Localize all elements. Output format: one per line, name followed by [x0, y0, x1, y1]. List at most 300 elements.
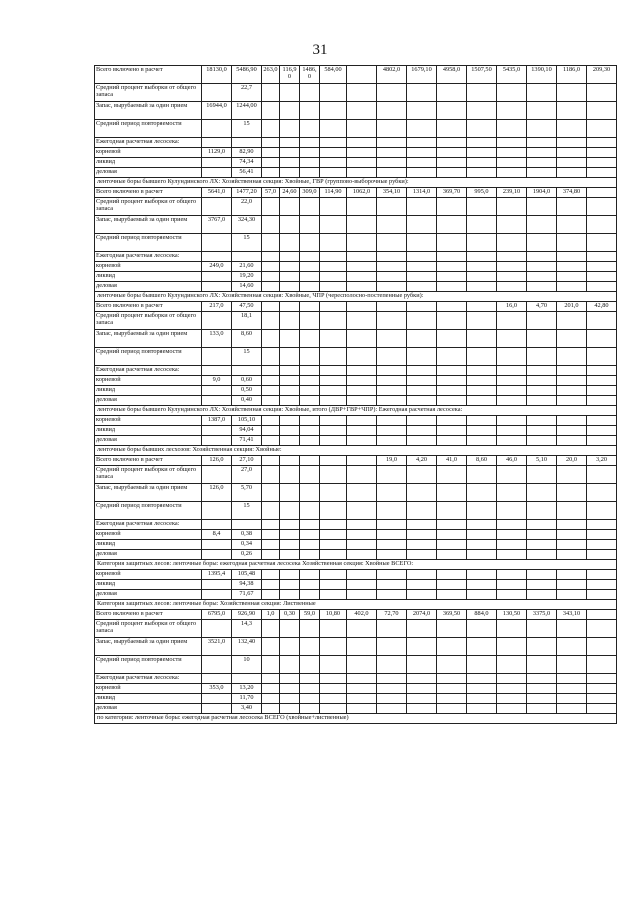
table-row — [95, 366, 617, 376]
table-cell — [280, 436, 300, 446]
table-cell — [347, 120, 377, 138]
table-row — [95, 66, 617, 84]
table-cell — [437, 540, 467, 550]
table-cell — [467, 120, 497, 138]
table-cell — [300, 656, 320, 674]
table-cell — [280, 656, 300, 674]
table-cell — [300, 674, 320, 684]
table-cell: 15 — [232, 348, 262, 366]
section-header: по категории: ленточные боры: ежегодная расчетная лесосека ВСЕГО (хвойные+лиственные) — [95, 714, 617, 724]
table-cell — [300, 330, 320, 348]
row-label: Средний период повторяемости — [95, 656, 202, 674]
table-cell: 18,1 — [232, 312, 262, 330]
table-cell: 209,30 — [587, 66, 617, 84]
table-cell — [320, 540, 347, 550]
table-cell — [262, 704, 280, 714]
table-cell — [467, 282, 497, 292]
table-cell: 926,90 — [232, 610, 262, 620]
table-cell — [587, 262, 617, 272]
table-cell — [320, 704, 347, 714]
table-cell — [437, 272, 467, 282]
table-cell — [437, 84, 467, 102]
section-header-row — [95, 406, 617, 416]
table-cell: 5435,0 — [497, 66, 527, 84]
table-cell — [497, 656, 527, 674]
table-cell — [587, 102, 617, 120]
table-cell — [202, 348, 232, 366]
table-cell: 105,10 — [232, 416, 262, 426]
table-cell — [557, 426, 587, 436]
table-cell — [347, 590, 377, 600]
table-cell — [587, 704, 617, 714]
row-label: ликвид — [95, 272, 202, 282]
table-cell — [300, 386, 320, 396]
table-cell: 10 — [232, 656, 262, 674]
table-cell: 6795,0 — [202, 610, 232, 620]
table-cell — [527, 530, 557, 540]
table-cell — [497, 638, 527, 656]
table-row — [95, 188, 617, 198]
row-label: Средний процент выборки от общего запаса — [95, 620, 202, 638]
section-header-row — [95, 714, 617, 724]
table-cell — [347, 426, 377, 436]
table-cell — [320, 466, 347, 484]
table-cell — [497, 694, 527, 704]
table-cell — [467, 466, 497, 484]
table-cell — [347, 158, 377, 168]
row-label: Всего включено в расчет — [95, 66, 202, 84]
table-cell — [587, 282, 617, 292]
table-cell — [557, 198, 587, 216]
table-cell — [280, 158, 300, 168]
table-cell — [437, 396, 467, 406]
table-cell — [320, 590, 347, 600]
table-cell — [262, 396, 280, 406]
table-cell — [300, 436, 320, 446]
table-cell — [320, 272, 347, 282]
row-label: Ежегодная расчетная лесосека: — [95, 674, 202, 684]
table-cell — [497, 580, 527, 590]
table-cell — [320, 282, 347, 292]
table-cell — [437, 158, 467, 168]
table-cell — [280, 426, 300, 436]
table-cell — [407, 348, 437, 366]
table-cell: 132,40 — [232, 638, 262, 656]
table-cell — [347, 416, 377, 426]
table-cell — [262, 302, 280, 312]
table-cell — [467, 674, 497, 684]
table-row — [95, 530, 617, 540]
table-cell — [527, 520, 557, 530]
table-cell — [262, 520, 280, 530]
table-cell — [320, 366, 347, 376]
table-cell — [467, 502, 497, 520]
table-cell — [557, 386, 587, 396]
table-cell — [280, 580, 300, 590]
row-label: Всего включено в расчет — [95, 456, 202, 466]
table-cell — [280, 138, 300, 148]
table-cell — [407, 674, 437, 684]
table-cell — [497, 484, 527, 502]
table-cell — [437, 704, 467, 714]
table-cell: 9,0 — [202, 376, 232, 386]
table-cell — [467, 348, 497, 366]
table-cell — [437, 550, 467, 560]
table-cell — [320, 436, 347, 446]
table-cell — [407, 330, 437, 348]
table-cell — [377, 120, 407, 138]
table-cell — [407, 436, 437, 446]
table-cell — [347, 168, 377, 178]
table-cell — [202, 520, 232, 530]
table-cell — [202, 158, 232, 168]
table-cell — [407, 102, 437, 120]
table-cell — [497, 282, 527, 292]
table-cell — [202, 674, 232, 684]
row-label: Запас, вырубаемый за один прием — [95, 484, 202, 502]
table-cell — [527, 216, 557, 234]
table-cell — [437, 638, 467, 656]
table-cell — [262, 456, 280, 466]
table-row — [95, 262, 617, 272]
table-cell — [347, 366, 377, 376]
table-cell — [557, 580, 587, 590]
table-cell — [202, 694, 232, 704]
table-row — [95, 348, 617, 366]
table-cell — [587, 84, 617, 102]
row-label: Ежегодная расчетная лесосека: — [95, 138, 202, 148]
table-cell — [280, 262, 300, 272]
table-cell — [320, 570, 347, 580]
table-cell: 16,0 — [497, 302, 527, 312]
table-row — [95, 302, 617, 312]
table-cell — [377, 168, 407, 178]
table-cell — [280, 502, 300, 520]
table-cell — [467, 252, 497, 262]
table-cell — [262, 436, 280, 446]
table-cell — [202, 138, 232, 148]
table-cell — [262, 530, 280, 540]
table-cell — [587, 376, 617, 386]
table-cell — [527, 262, 557, 272]
table-cell — [407, 550, 437, 560]
table-cell — [377, 684, 407, 694]
table-cell — [557, 638, 587, 656]
table-cell: 263,0 — [262, 66, 280, 84]
table-cell: 27,0 — [232, 466, 262, 484]
table-cell — [280, 638, 300, 656]
table-cell — [300, 502, 320, 520]
row-label: корневой — [95, 684, 202, 694]
table-cell — [527, 638, 557, 656]
table-cell — [527, 484, 557, 502]
row-label: Запас, вырубаемый за один прием — [95, 216, 202, 234]
table-cell — [262, 416, 280, 426]
table-cell — [262, 694, 280, 704]
table-cell — [467, 416, 497, 426]
table-cell — [202, 580, 232, 590]
table-cell: 10,80 — [320, 610, 347, 620]
table-cell — [300, 348, 320, 366]
table-cell — [280, 302, 300, 312]
table-row — [95, 84, 617, 102]
table-cell — [467, 302, 497, 312]
table-cell — [587, 366, 617, 376]
table-cell — [497, 84, 527, 102]
table-cell — [437, 120, 467, 138]
table-cell: 995,0 — [467, 188, 497, 198]
table-row — [95, 466, 617, 484]
row-label: деловая — [95, 168, 202, 178]
table-cell: 309,0 — [300, 188, 320, 198]
table-cell — [377, 704, 407, 714]
table-cell — [467, 520, 497, 530]
table-cell — [320, 168, 347, 178]
table-cell — [497, 216, 527, 234]
table-cell — [557, 262, 587, 272]
table-cell: 0,50 — [232, 386, 262, 396]
table-cell — [557, 674, 587, 684]
table-cell — [497, 502, 527, 520]
table-cell — [407, 656, 437, 674]
table-cell: 19,0 — [377, 456, 407, 466]
table-cell — [320, 656, 347, 674]
table-cell — [262, 620, 280, 638]
table-cell — [497, 520, 527, 530]
row-label: Средний период повторяемости — [95, 502, 202, 520]
table-cell: 72,70 — [377, 610, 407, 620]
table-cell: 5,70 — [232, 484, 262, 502]
table-cell — [202, 426, 232, 436]
table-cell — [280, 396, 300, 406]
table-cell — [407, 520, 437, 530]
table-cell — [320, 138, 347, 148]
table-cell — [527, 282, 557, 292]
table-cell — [407, 638, 437, 656]
table-cell: 71,67 — [232, 590, 262, 600]
table-cell — [407, 376, 437, 386]
table-cell — [262, 550, 280, 560]
table-cell — [347, 282, 377, 292]
section-header: Категория защитных лесов: ленточные боры: ежегодная расчетная лесосека Хозяйственная секция: Хвойные ВСЕГО: — [95, 560, 617, 570]
table-cell — [467, 436, 497, 446]
table-cell — [557, 348, 587, 366]
table-cell — [557, 550, 587, 560]
row-label: Средний период повторяемости — [95, 234, 202, 252]
table-cell — [347, 674, 377, 684]
table-cell — [377, 656, 407, 674]
table-cell — [347, 520, 377, 530]
table-cell: 2074,0 — [407, 610, 437, 620]
table-cell — [300, 570, 320, 580]
table-cell — [320, 376, 347, 386]
table-cell: 74,34 — [232, 158, 262, 168]
table-cell — [280, 252, 300, 262]
table-cell — [377, 302, 407, 312]
table-cell — [262, 216, 280, 234]
table-cell — [300, 168, 320, 178]
table-cell — [262, 84, 280, 102]
table-cell: 42,80 — [587, 302, 617, 312]
table-cell — [347, 198, 377, 216]
table-cell — [232, 520, 262, 530]
table-cell — [587, 590, 617, 600]
table-cell — [202, 272, 232, 282]
table-cell — [347, 234, 377, 252]
table-cell — [280, 704, 300, 714]
table-row — [95, 252, 617, 262]
table-cell — [587, 272, 617, 282]
table-cell: 343,10 — [557, 610, 587, 620]
table-cell: 354,10 — [377, 188, 407, 198]
table-cell — [377, 148, 407, 158]
table-cell: 126,0 — [202, 456, 232, 466]
table-cell — [300, 694, 320, 704]
table-cell — [347, 302, 377, 312]
table-cell — [377, 426, 407, 436]
table-cell — [497, 426, 527, 436]
table-cell — [437, 620, 467, 638]
table-cell — [347, 252, 377, 262]
table-cell: 5,10 — [527, 456, 557, 466]
table-cell — [437, 262, 467, 272]
table-cell — [407, 216, 437, 234]
row-label: ликвид — [95, 158, 202, 168]
table-cell — [320, 348, 347, 366]
table-cell — [320, 148, 347, 158]
table-cell — [347, 330, 377, 348]
table-row — [95, 540, 617, 550]
table-cell — [527, 436, 557, 446]
table-cell — [587, 120, 617, 138]
table-row — [95, 198, 617, 216]
table-cell — [497, 466, 527, 484]
table-cell — [407, 272, 437, 282]
table-cell — [280, 570, 300, 580]
section-header: ленточные боры бывших лесхозов: Хозяйственная секция: Хвойные: — [95, 446, 617, 456]
table-cell — [557, 282, 587, 292]
table-cell — [437, 330, 467, 348]
table-cell — [320, 330, 347, 348]
table-cell: 884,0 — [467, 610, 497, 620]
table-cell — [280, 466, 300, 484]
table-cell — [320, 302, 347, 312]
table-cell — [300, 426, 320, 436]
table-cell — [557, 502, 587, 520]
table-cell — [437, 386, 467, 396]
table-cell: 0,38 — [232, 530, 262, 540]
table-cell: 374,80 — [557, 188, 587, 198]
table-row — [95, 330, 617, 348]
table-row — [95, 694, 617, 704]
row-label: деловая — [95, 590, 202, 600]
table-cell — [280, 102, 300, 120]
table-cell — [280, 84, 300, 102]
table-cell — [377, 366, 407, 376]
table-cell — [437, 674, 467, 684]
table-cell — [377, 530, 407, 540]
table-cell — [557, 590, 587, 600]
table-cell — [527, 694, 557, 704]
table-cell — [437, 376, 467, 386]
table-cell: 3767,0 — [202, 216, 232, 234]
table-cell: 0,26 — [232, 550, 262, 560]
table-cell — [300, 312, 320, 330]
table-cell — [467, 540, 497, 550]
table-cell: 94,38 — [232, 580, 262, 590]
row-label: Средний процент выборки от общего запаса — [95, 84, 202, 102]
table-cell — [497, 148, 527, 158]
table-cell: 114,90 — [320, 188, 347, 198]
table-cell — [467, 656, 497, 674]
table-cell — [280, 148, 300, 158]
table-cell: 41,0 — [437, 456, 467, 466]
table-cell — [467, 138, 497, 148]
table-cell — [467, 84, 497, 102]
row-label: ликвид — [95, 386, 202, 396]
table-row — [95, 386, 617, 396]
table-cell — [587, 520, 617, 530]
table-cell — [557, 376, 587, 386]
table-cell — [497, 312, 527, 330]
table-cell — [587, 386, 617, 396]
table-cell — [437, 282, 467, 292]
table-cell: 16944,0 — [202, 102, 232, 120]
table-cell: 94,04 — [232, 426, 262, 436]
table-cell — [587, 216, 617, 234]
table-cell — [280, 530, 300, 540]
table-cell: 15 — [232, 120, 262, 138]
table-cell — [557, 540, 587, 550]
table-cell — [202, 550, 232, 560]
table-cell — [347, 396, 377, 406]
table-cell — [377, 620, 407, 638]
table-cell: 21,60 — [232, 262, 262, 272]
table-cell — [557, 312, 587, 330]
table-cell — [320, 198, 347, 216]
table-cell — [262, 570, 280, 580]
table-cell — [437, 148, 467, 158]
table-cell — [557, 158, 587, 168]
table-cell: 1477,20 — [232, 188, 262, 198]
table-cell — [320, 312, 347, 330]
table-cell: 0,30 — [280, 610, 300, 620]
table-cell — [347, 456, 377, 466]
table-cell — [557, 416, 587, 426]
table-cell — [497, 348, 527, 366]
table-row — [95, 216, 617, 234]
table-cell — [320, 484, 347, 502]
table-cell — [557, 84, 587, 102]
table-cell — [202, 540, 232, 550]
table-cell — [467, 262, 497, 272]
table-cell — [300, 590, 320, 600]
table-cell — [587, 158, 617, 168]
table-cell — [527, 540, 557, 550]
table-cell: 353,0 — [202, 684, 232, 694]
row-label: деловая — [95, 436, 202, 446]
table-row — [95, 620, 617, 638]
table-cell — [587, 252, 617, 262]
table-cell — [407, 138, 437, 148]
table-cell — [587, 312, 617, 330]
table-cell — [262, 580, 280, 590]
table-cell — [467, 620, 497, 638]
table-cell — [347, 502, 377, 520]
table-cell — [587, 638, 617, 656]
table-cell: 1390,10 — [527, 66, 557, 84]
table-cell: 8,4 — [202, 530, 232, 540]
